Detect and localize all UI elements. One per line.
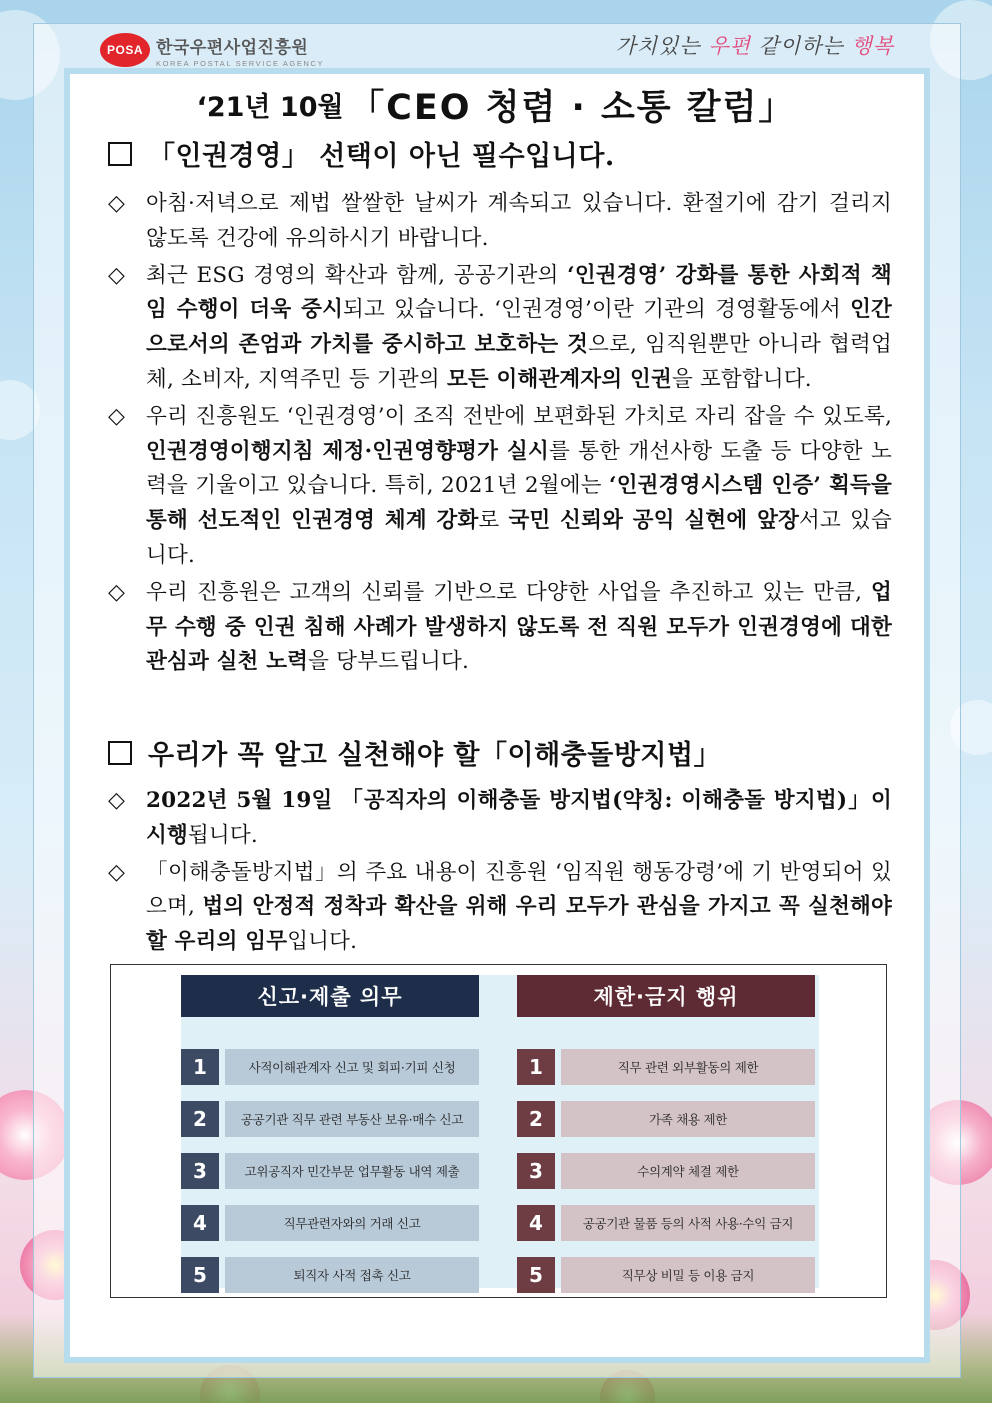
bold-run: 법의 안정적 정착과 확산을 위해 우리 모두가 관심을 가지고 꼭 실천해야 할 우리의 임무 [146, 894, 892, 955]
bullet-text [146, 856, 892, 960]
text-run: 입니다. [287, 929, 358, 955]
slogan-highlight: 행복 [851, 34, 894, 58]
slogan-part: 같이하는 [750, 34, 852, 58]
row-text: 고위공직자 민간부문 업무활동 내역 제출 [225, 1153, 479, 1189]
bullet-item [108, 856, 892, 960]
logo-text [156, 33, 324, 68]
row-number: 3 [517, 1153, 555, 1189]
bullet-text [146, 576, 892, 680]
row-number: 5 [517, 1257, 555, 1293]
diamond-bullet-icon: ◇ [108, 262, 125, 288]
section-heading [108, 134, 892, 173]
section-conflict-of-interest [108, 733, 892, 960]
law-summary-table [110, 964, 887, 1298]
bold-run: 인권경영이행지침 제정·인권영향평가 실시 [146, 438, 549, 464]
row-text: 공공기관 물품 등의 사적 사용·수익 금지 [561, 1205, 815, 1241]
title-main: 「CEO 청렴 · 소통 칼럼」 [349, 88, 796, 128]
section1-heading-text: 「인권경영」 선택이 아닌 필수입니다. [148, 141, 615, 172]
row-text: 공공기관 직무 관련 부동산 보유·매수 신고 [225, 1101, 479, 1137]
text-run: 됩니다. [187, 822, 258, 848]
table-row [181, 1153, 479, 1189]
table-row [517, 1205, 815, 1241]
bullet-item [108, 259, 892, 398]
text-run: 우리 진흥원은 고객의 신뢰를 기반으로 다양한 사업을 추진하고 있는 만큼, [146, 579, 872, 605]
text-run: 를 통한 개선사항 도출 등 다양한 노력을 기울이고 있습니다. 특히, 2021년 2월에는 [146, 438, 892, 499]
bullet-text [146, 259, 892, 398]
text-run: 로 [478, 508, 509, 534]
row-number: 4 [181, 1205, 219, 1241]
bullet-item [108, 400, 892, 574]
bold-run: 모든 이해관계자의 인권 [446, 366, 672, 392]
table-row [181, 1049, 479, 1085]
bold-run: 업무 수행 중 인권 침해 사례가 발생하지 않도록 전 직원 모두가 인권경영에 대한 관심과 실천 노력 [146, 579, 892, 675]
bold-run: ‘인권경영’ 강화를 통한 사회적 책임 수행이 더욱 중시 [146, 262, 892, 323]
text-run: 으로, 임직원뿐만 아니라 협력업체, 소비자, 지역주민 등 기관의 [146, 332, 892, 392]
row-number: 4 [517, 1205, 555, 1241]
section-human-rights [108, 134, 892, 680]
column-header: 신고·제출 의무 [181, 975, 479, 1017]
row-text: 직무 관련 외부활동의 제한 [561, 1049, 815, 1085]
page-title [0, 80, 992, 130]
diamond-bullet-icon: ◇ [108, 788, 125, 813]
row-number: 5 [181, 1257, 219, 1293]
table-row [517, 1257, 815, 1293]
diamond-bullet-icon: ◇ [108, 859, 125, 885]
column-report-duties [181, 975, 479, 1287]
posa-logo [100, 30, 324, 70]
table-row [517, 1101, 815, 1137]
bold-run: 2022년 5월 19일 「공직자의 이해충돌 방지법(약칭: 이해충돌 방지법)」이 시행 [146, 788, 892, 848]
bullet-text [146, 400, 892, 574]
slogan-highlight: 우편 [708, 34, 751, 58]
text-run: 「이해충돌방지법」의 주요 내용이 진흥원 ‘임직원 행동강령’에 기 반영되어 있으며, [146, 859, 892, 920]
row-number: 1 [517, 1049, 555, 1085]
table-row [517, 1049, 815, 1085]
row-text: 사적이해관계자 신고 및 회피·기피 신청 [225, 1049, 479, 1085]
table-row [517, 1153, 815, 1189]
text-run: 을 당부드립니다. [308, 649, 470, 675]
logo-badge: POSA [100, 33, 150, 67]
bullet-text: 아침·저녁으로 제법 쌀쌀한 날씨가 계속되고 있습니다. 환절기에 감기 걸리지 않도록 건강에 유의하시기 바랍니다. [146, 191, 892, 251]
diamond-bullet-icon: ◇ [108, 403, 125, 429]
text-run: 최근 ESG 경영의 확산과 함께, 공공기관의 [146, 262, 568, 288]
slogan-part: 가치있는 [615, 34, 709, 58]
title-date: ‘21년 10월 [196, 92, 344, 123]
row-text: 수의계약 체결 제한 [561, 1153, 815, 1189]
row-number: 1 [181, 1049, 219, 1085]
table-row [181, 1257, 479, 1293]
org-name-ko: 한국우편사업진흥원 [156, 37, 309, 57]
row-text: 직무상 비밀 등 이용 금지 [561, 1257, 815, 1293]
column-header: 제한·금지 행위 [517, 975, 815, 1017]
bullet-item [108, 576, 892, 680]
bullet-item [108, 784, 892, 854]
org-name-en: KOREA POSTAL SERVICE AGENCY [156, 58, 325, 68]
bold-run: 인간으로서의 존엄과 가치를 중시하고 보호하는 것 [146, 297, 893, 358]
text-run: 서고 있습니다. [146, 508, 892, 568]
bullet-item [108, 187, 892, 257]
row-text: 퇴직자 사적 접촉 신고 [225, 1257, 479, 1293]
row-number: 2 [181, 1101, 219, 1137]
section2-heading-text: 우리가 꼭 알고 실천해야 할「이해충돌방지법」 [148, 740, 722, 771]
section-heading [108, 733, 892, 772]
diamond-bullet-icon: ◇ [108, 191, 125, 216]
row-text: 직무관련자와의 거래 신고 [225, 1205, 479, 1241]
row-number: 2 [517, 1101, 555, 1137]
row-number: 3 [181, 1153, 219, 1189]
checkbox-square-icon [108, 142, 132, 166]
bold-run: ‘인권경영시스템 인증’ 획득을 통해 선도적인 인권경영 체계 강화 [146, 473, 892, 534]
bold-run: 국민 신뢰와 공익 실현에 앞장 [508, 508, 800, 534]
text-run: 되고 있습니다. ‘인권경영’이란 기관의 경영활동에서 [343, 297, 851, 323]
slogan [616, 30, 894, 60]
text-run: 우리 진흥원도 ‘인권경영’이 조직 전반에 보편화된 가치로 자리 잡을 수 있도록, [146, 403, 892, 429]
text-run: 을 포함합니다. [671, 366, 812, 392]
table-body [181, 975, 819, 1288]
checkbox-square-icon [108, 741, 132, 765]
column-prohibited-acts [517, 975, 815, 1287]
row-text: 가족 채용 제한 [561, 1101, 815, 1137]
table-row [181, 1205, 479, 1241]
diamond-bullet-icon: ◇ [108, 579, 125, 605]
bullet-text [146, 784, 892, 854]
table-row [181, 1101, 479, 1137]
